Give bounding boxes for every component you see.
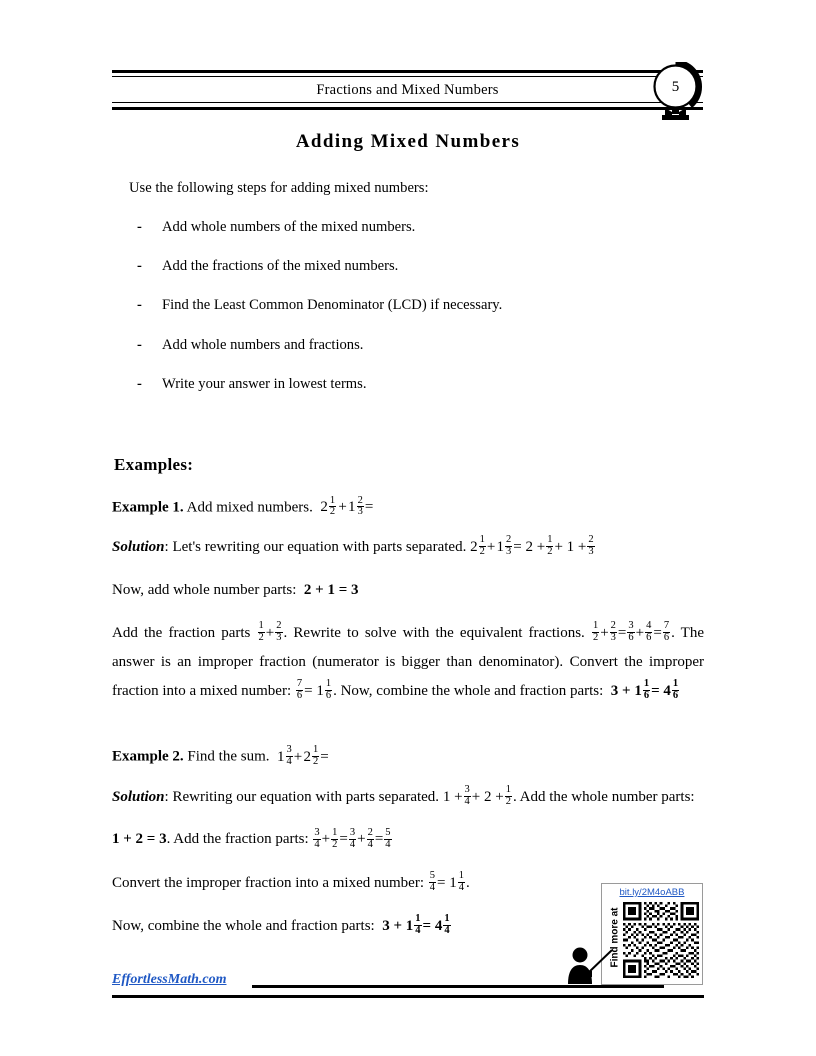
example-1-block [112, 496, 704, 706]
qr-link[interactable]: bit.ly/2M4oABB [619, 887, 685, 898]
example-1-math-1: 2 $\frac{1}{2}$ + 1 $\frac{2}{3}$ = 2 + $\frac{1}{2}$ + 1 + $\frac{2}{3}$ [470, 534, 594, 558]
example-2-solution-p1: Solution: Rewriting our equation with parts separated. 1 + $\frac{3}{4}$ + 2 + $\frac{1}{2}$ . Add the whole number parts: [112, 784, 695, 807]
header-rule-thick-top [112, 70, 703, 73]
teacher-pointer-icon [560, 946, 616, 988]
example-2-math-4: $\frac{5}{4}$ = 1 $\frac{1}{4}$ [429, 870, 464, 893]
site-link[interactable]: EffortlessMath.com [112, 972, 227, 987]
example-1-solution-text-6: . Now, combine the whole and fraction parts: [333, 682, 604, 699]
footer-rule-bottom [112, 995, 704, 998]
header-rule-thin-bottom [112, 102, 703, 103]
steps-list [112, 217, 704, 395]
page-number: 5 [671, 79, 680, 95]
example-1-problem-math: 2 $\frac{1}{2}$ + 1 $\frac{2}{3}$ = [316, 494, 374, 518]
example-1-solution-text-3: Add the fraction parts [112, 624, 251, 641]
list-item-label: Find the Least Common Denominator (LCD) if necessary. [162, 297, 503, 314]
list-item-label: Add whole numbers and fractions. [162, 336, 364, 353]
list-item [112, 256, 704, 277]
header-rule-thin-top [112, 76, 703, 77]
page-title: Adding Mixed Numbers [295, 131, 521, 152]
example-2-math-1: 1 + $\frac{3}{4}$ + 2 + $\frac{1}{2}$ [442, 784, 511, 807]
list-item [112, 295, 704, 316]
examples-heading: Examples: [114, 454, 194, 474]
example-2-solution-label: Solution [112, 788, 165, 805]
example-2-solution-text-4: Convert the improper fraction into a mixed number: [112, 874, 424, 891]
example-2-solution-text-5: Now, combine the whole and fraction parts: [112, 917, 375, 934]
header-rule-thick-bottom [112, 107, 703, 110]
example-2-prompt: Find the sum. [187, 748, 270, 765]
example-2-math-5: 3 + 1 $\frac{1}{4}$ = 4 $\frac{1}{4}$ [378, 913, 450, 937]
example-2-math-3: $\frac{3}{4}$ + $\frac{1}{2}$ = $\frac{3}{4}$ + $\frac{2}{4}$ = $\frac{5}{4}$ [314, 826, 391, 850]
page-footer [112, 958, 704, 1000]
example-2-label: Example 2. [112, 748, 184, 765]
example-1-label: Example 1. [112, 499, 184, 516]
example-2-solution-p2 [112, 825, 704, 854]
example-1-math-4: $\frac{1}{2}$ + $\frac{2}{3}$ = $\frac{3}{6}$ + $\frac{4}{6}$ = $\frac{7}{6}$ [592, 620, 670, 644]
example-2-problem-math: 1 $\frac{3}{4}$ + 2 $\frac{1}{2}$ = [273, 744, 329, 768]
example-1-solution-text-2: Now, add whole number parts: [112, 581, 297, 598]
example-1-solution-p1 [112, 533, 704, 562]
list-item-label: Add whole numbers of the mixed numbers. [162, 219, 416, 236]
example-2-solution-text-2: Add the whole number parts: [519, 788, 695, 805]
list-item [112, 374, 704, 395]
example-1-prompt: Add mixed numbers. [186, 499, 313, 516]
example-1-solution-text-4: . Rewrite to solve with the equivalent fractions. [283, 624, 585, 641]
bullet-dash-icon: - [137, 336, 142, 353]
example-2-solution-text-1: Rewriting our equation with parts separated. [172, 788, 440, 805]
example-1-math-6: 3 + 1 $\frac{1}{6}$ = 4 $\frac{1}{6}$ [607, 677, 679, 701]
bullet-dash-icon: - [137, 375, 142, 392]
example-1-math-3: $\frac{1}{2}$ + $\frac{2}{3}$ [258, 620, 282, 644]
example-1-math-5: $\frac{7}{6}$ = 1 $\frac{1}{6}$ [296, 677, 332, 701]
list-item-label: Write your answer in lowest terms. [162, 375, 367, 392]
running-title: Fractions and Mixed Numbers [316, 82, 499, 98]
example-1-math-2: 2 + 1 = 3 [300, 581, 359, 598]
bullet-dash-icon: - [137, 297, 142, 314]
intro-text: Use the following steps for adding mixed numbers: [129, 180, 429, 196]
example-1-problem-line [112, 496, 704, 519]
example-2-solution-text-3: . Add the fraction parts: [166, 831, 309, 848]
example-1-solution-text-5: . The answer is an improper fraction (numerator is bigger than denominator). Convert the improper fraction into a mixed number: [112, 624, 705, 699]
solution-separator: : [164, 538, 169, 555]
list-item [112, 335, 704, 356]
solution-separator: : [164, 788, 169, 805]
bullet-dash-icon: - [137, 219, 142, 236]
list-item [112, 217, 704, 238]
page-header [112, 70, 703, 114]
page-number-badge [652, 62, 708, 124]
main-content [112, 178, 704, 941]
example-1-solution-p2 [112, 576, 704, 605]
example-1-solution-p3 [112, 619, 704, 705]
qr-caption: Find more at [609, 907, 621, 968]
example-2-solution-p3: Convert the improper fraction into a mixed number: $\frac{5}{4}$ = 1 $\frac{1}{4}$ . [112, 870, 470, 893]
example-2-math-2: 1 + 2 = 3 [112, 831, 167, 848]
example-2-problem-line [112, 745, 704, 768]
example-1-solution-text-1: Let's rewriting our equation with parts separated. [172, 538, 467, 555]
list-item-label: Add the fractions of the mixed numbers. [162, 258, 399, 275]
example-1-solution-label: Solution [112, 538, 165, 555]
bullet-dash-icon: - [137, 258, 142, 275]
